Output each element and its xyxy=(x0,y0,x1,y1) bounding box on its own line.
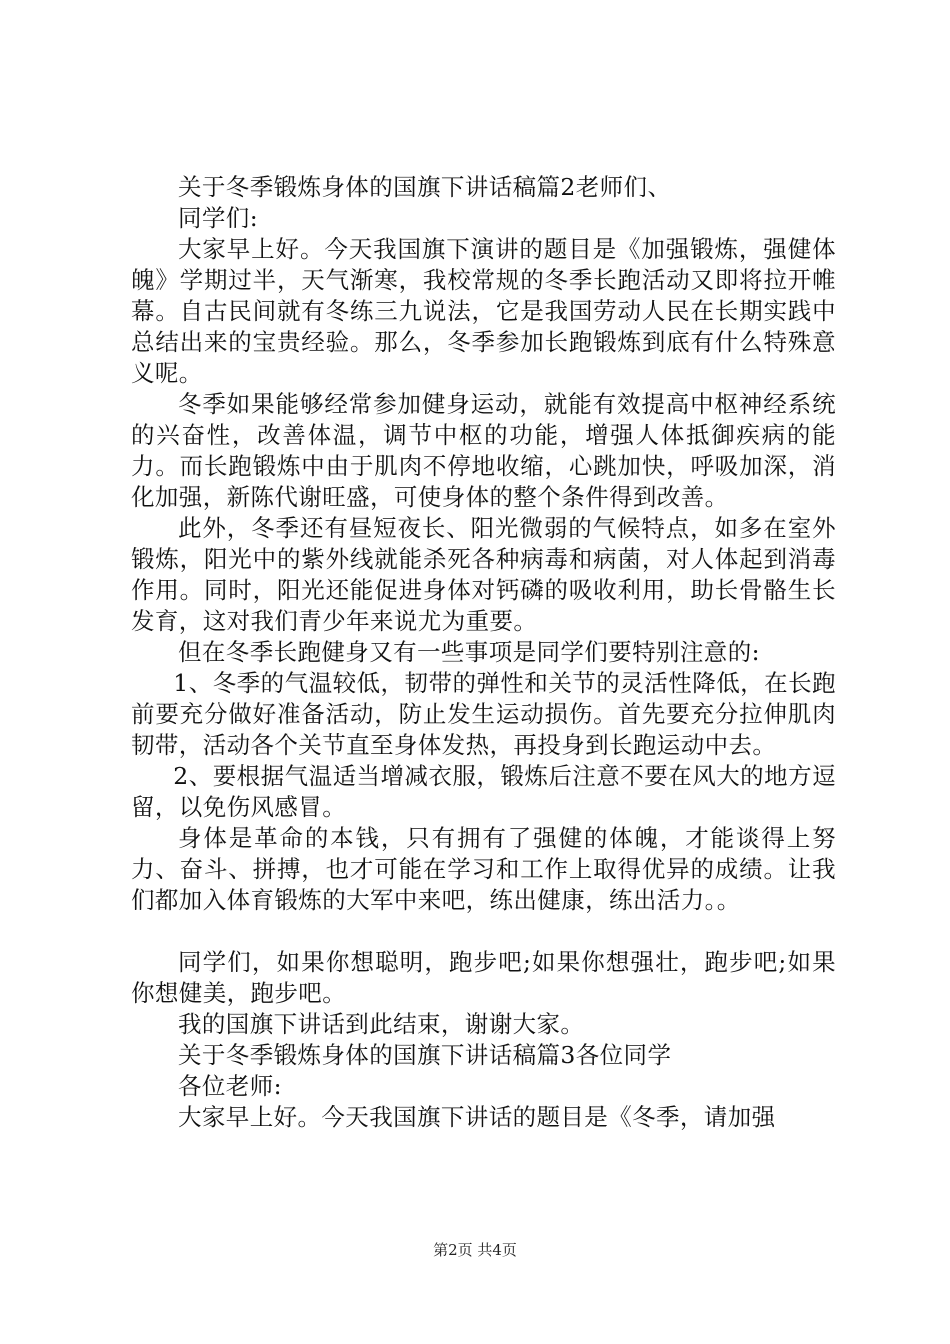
page-footer: 第2页 共4页 xyxy=(433,1241,517,1259)
document-body xyxy=(131,172,836,1133)
paragraph-precautions-intro: 但在冬季长跑健身又有一些事项是同学们要特别注意的: xyxy=(178,638,760,666)
blank-line xyxy=(131,916,836,947)
paragraph-speech-3-intro: 大家早上好。今天我国旗下讲话的题目是《冬季，请加强 xyxy=(178,1103,776,1131)
salutation-students: 同学们: xyxy=(178,204,259,232)
paragraph-sunlight: 此外，冬季还有昼短夜长、阳光微弱的气候特点，如多在室外锻炼，阳光中的紫外线就能杀死各种病毒和病菌，对人体起到消毒作用。同时，阳光还能促进身体对钙磷的吸收利用，助长骨骼生长发育，这对我们青少年来说尤为重要。 xyxy=(131,514,836,635)
heading-speech-3: 关于冬季锻炼身体的国旗下讲话稿篇3各位同学 xyxy=(178,1041,672,1069)
paragraph-body-capital: 身体是革命的本钱，只有拥有了强健的体魄，才能谈得上努力、奋斗、拼搏，也才可能在学习和工作上取得优异的成绩。让我们都加入体育锻炼的大军中来吧，练出健康，练出活力。。 xyxy=(131,824,836,914)
paragraph-intro: 大家早上好。今天我国旗下演讲的题目是《加强锻炼，强健体魄》学期过半，天气渐寒，我校常规的冬季长跑活动又即将拉开帷幕。自古民间就有冬练三九说法，它是我国劳动人民在长期实践中总结出来的宝贵经验。那么，冬季参加长跑锻炼到底有什么特殊意义呢。 xyxy=(131,235,836,387)
list-item-1: 1、冬季的气温较低，韧带的弹性和关节的灵活性降低，在长跑前要充分做好准备活动，防止发生运动损伤。首先要充分拉伸肌肉韧带，活动各个关节直至身体发热，再投身到长跑运动中去。 xyxy=(131,669,836,759)
paragraph-benefits: 冬季如果能够经常参加健身运动，就能有效提高中枢神经系统的兴奋性，改善体温，调节中枢的功能，增强人体抵御疾病的能力。而长跑锻炼中由于肌肉不停地收缩，心跳加快，呼吸加深，消化加强，新陈代谢旺盛，可使身体的整个条件得到改善。 xyxy=(131,390,836,511)
paragraph-closing: 我的国旗下讲话到此结束，谢谢大家。 xyxy=(178,1010,585,1038)
list-item-2: 2、要根据气温适当增减衣服，锻炼后注意不要在风大的地方逗留，以免伤风感冒。 xyxy=(131,762,836,821)
salutation-teachers: 各位老师: xyxy=(178,1072,282,1100)
paragraph-run: 同学们，如果你想聪明，跑步吧;如果你想强壮，跑步吧;如果你想健美，跑步吧。 xyxy=(131,948,836,1007)
heading-speech-2: 关于冬季锻炼身体的国旗下讲话稿篇2老师们、 xyxy=(178,173,672,201)
